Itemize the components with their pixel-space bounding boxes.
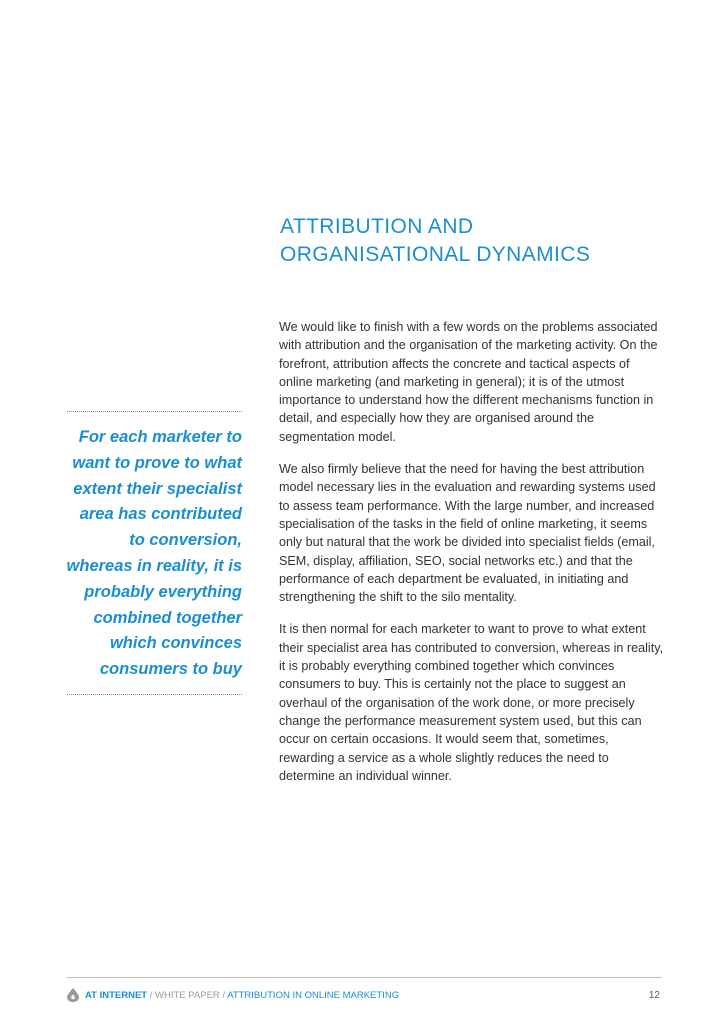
body-paragraph-2: We also firmly believe that the need for having the best attribution model necessary lies in the evaluation and rewarding systems used to assess team performance. With the large number, and increased specialisation of the tasks in the field of online marketing, it seems only but natural that the work be divided into specialist fields (email, SEM, display, affiliation, SEO, social networks etc.) and that the performance of each department be evaluated, in initiating and strengthening the shift to the silo mentality. [279, 462, 656, 605]
footer-divider [67, 977, 662, 978]
pull-quote-bottom-divider [67, 694, 242, 695]
footer-subtitle: WHITE PAPER [155, 990, 220, 1001]
body-text [279, 318, 664, 799]
footer-separator: / [147, 990, 156, 1001]
at-internet-drop-icon [67, 988, 79, 1002]
pull-quote: For each marketer to want to prove to what extent their specialist area has contributed to conversion, whereas in reality, it is probably everything combined together which convinces consumers to buy [66, 428, 242, 679]
pull-quote-top-divider [67, 411, 242, 412]
footer-brand: AT INTERNET [85, 990, 148, 1001]
section-heading [280, 213, 660, 269]
section-heading-line-1: ATTRIBUTION AND [280, 215, 474, 238]
page-number: 12 [648, 990, 660, 1001]
page-footer [67, 988, 662, 1004]
footer-document-title: ATTRIBUTION IN ONLINE MARKETING [227, 990, 400, 1001]
body-paragraph-3: It is then normal for each marketer to want to prove to what extent their specialist area has contributed to conversion, whereas in reality, it is probably everything combined together which convinces consumers to buy. This is certainly not the place to suggest an overhaul of the organisation of the work done, or more precisely change the performance measurement system used, but this can occur on certain occasions. It would seem that, sometimes, rewarding a service as a whole slightly reduces the need to determine an individual winner. [279, 622, 664, 783]
body-paragraph-1: We would like to finish with a few words on the problems associated with attribution and the organisation of the marketing activity. On the forefront, attribution affects the concrete and tactical aspects of online marketing (and marketing in general); it is of the utmost importance to understand how the different mechanisms function in detail, and especially how they are organised around the segmentation model. [279, 320, 658, 444]
footer-separator: / [219, 990, 228, 1001]
section-heading-line-2: ORGANISATIONAL DYNAMICS [280, 243, 591, 266]
